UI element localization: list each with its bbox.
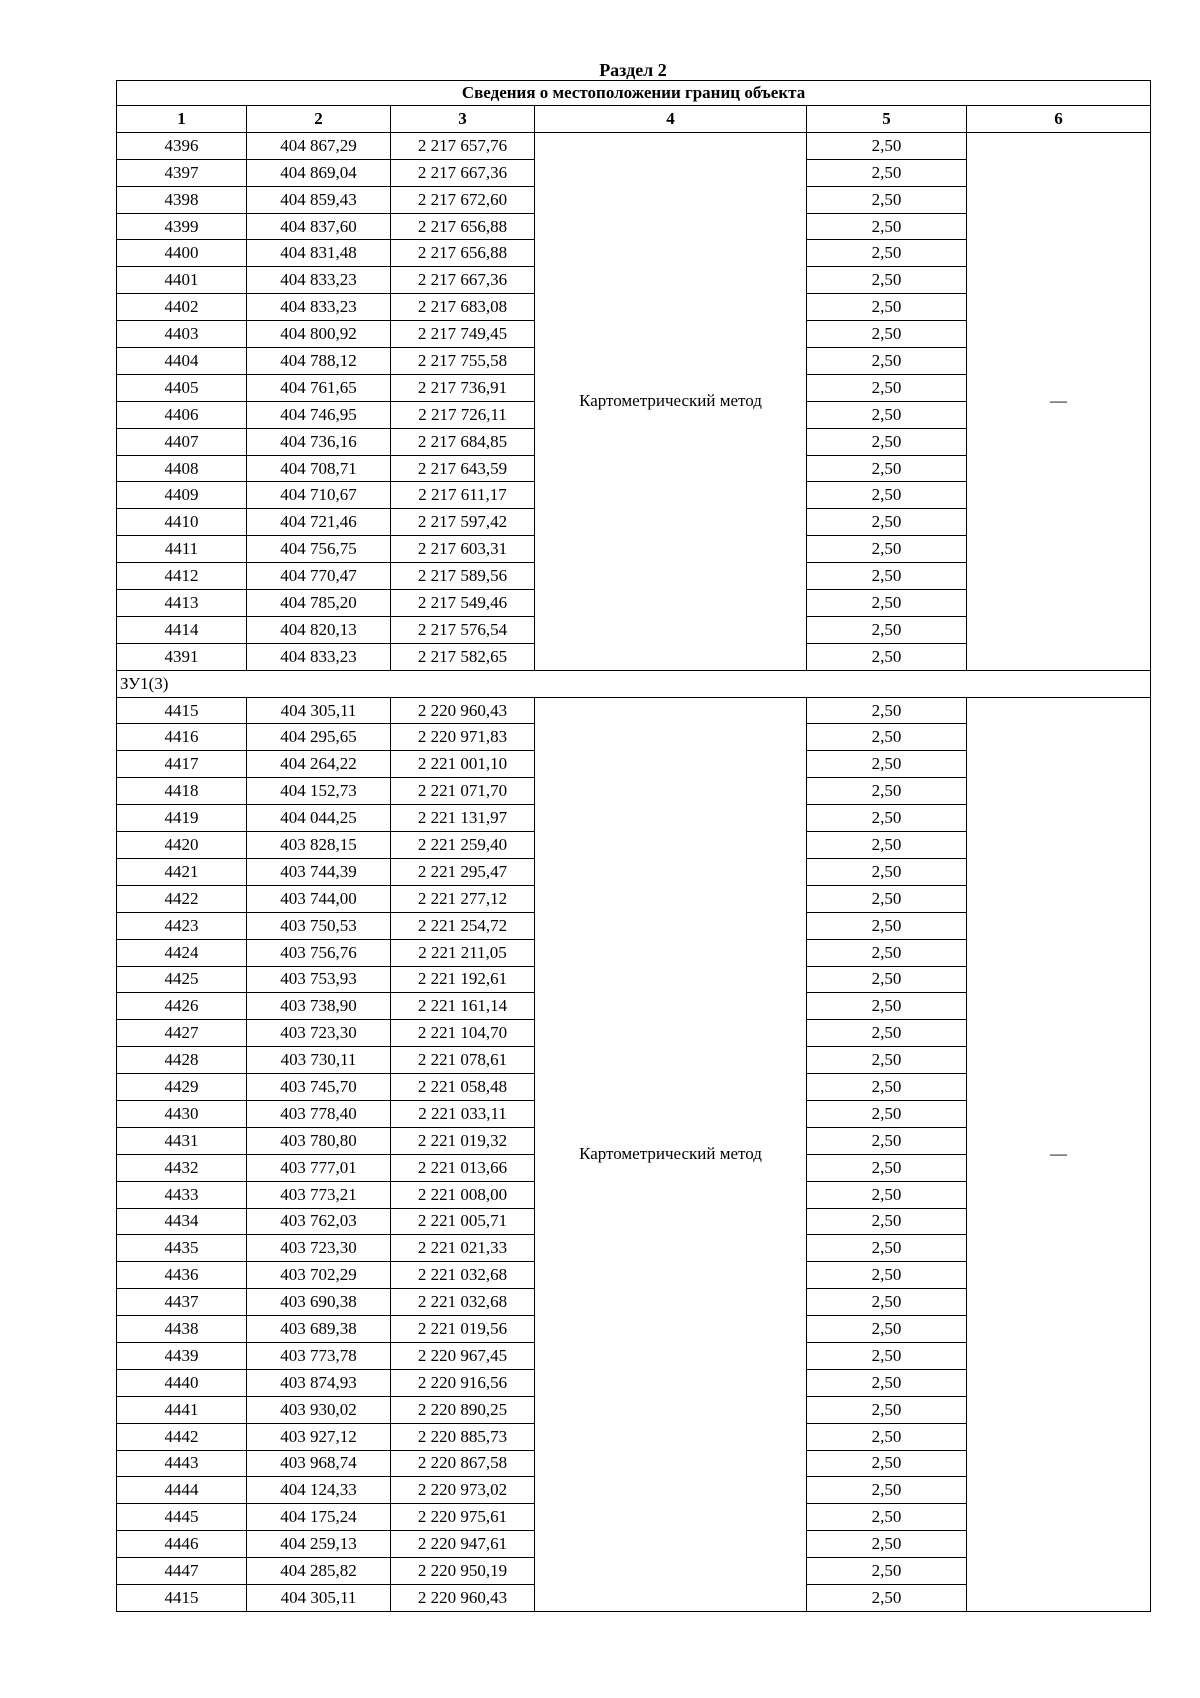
accuracy-cell: 2,50 <box>807 132 967 159</box>
point-number-cell: 4417 <box>117 751 247 778</box>
point-number-cell: 4410 <box>117 509 247 536</box>
x-coordinate-cell: 403 745,70 <box>247 1074 391 1101</box>
x-coordinate-cell: 404 721,46 <box>247 509 391 536</box>
x-coordinate-cell: 403 753,93 <box>247 966 391 993</box>
x-coordinate-cell: 404 785,20 <box>247 590 391 617</box>
y-coordinate-cell: 2 217 589,56 <box>391 563 535 590</box>
point-number-cell: 4398 <box>117 186 247 213</box>
x-coordinate-cell: 403 730,11 <box>247 1047 391 1074</box>
y-coordinate-cell: 2 217 603,31 <box>391 536 535 563</box>
accuracy-cell: 2,50 <box>807 1396 967 1423</box>
point-number-cell: 4409 <box>117 482 247 509</box>
y-coordinate-cell: 2 221 131,97 <box>391 805 535 832</box>
y-coordinate-cell: 2 220 973,02 <box>391 1477 535 1504</box>
accuracy-cell: 2,50 <box>807 1074 967 1101</box>
x-coordinate-cell: 404 259,13 <box>247 1531 391 1558</box>
y-coordinate-cell: 2 217 755,58 <box>391 348 535 375</box>
accuracy-cell: 2,50 <box>807 213 967 240</box>
point-number-cell: 4391 <box>117 643 247 670</box>
accuracy-cell: 2,50 <box>807 348 967 375</box>
y-coordinate-cell: 2 221 001,10 <box>391 751 535 778</box>
y-coordinate-cell: 2 221 008,00 <box>391 1181 535 1208</box>
accuracy-cell: 2,50 <box>807 805 967 832</box>
x-coordinate-cell: 404 869,04 <box>247 159 391 186</box>
accuracy-cell: 2,50 <box>807 455 967 482</box>
x-coordinate-cell: 403 744,00 <box>247 885 391 912</box>
y-coordinate-cell: 2 220 916,56 <box>391 1369 535 1396</box>
x-coordinate-cell: 404 708,71 <box>247 455 391 482</box>
point-number-cell: 4434 <box>117 1208 247 1235</box>
x-coordinate-cell: 404 837,60 <box>247 213 391 240</box>
y-coordinate-cell: 2 220 885,73 <box>391 1423 535 1450</box>
y-coordinate-cell: 2 217 597,42 <box>391 509 535 536</box>
point-number-cell: 4403 <box>117 321 247 348</box>
x-coordinate-cell: 404 736,16 <box>247 428 391 455</box>
accuracy-cell: 2,50 <box>807 1181 967 1208</box>
point-number-cell: 4415 <box>117 1584 247 1611</box>
point-number-cell: 4399 <box>117 213 247 240</box>
accuracy-cell: 2,50 <box>807 751 967 778</box>
y-coordinate-cell: 2 220 960,43 <box>391 1584 535 1611</box>
x-coordinate-cell: 404 175,24 <box>247 1504 391 1531</box>
point-number-cell: 4418 <box>117 778 247 805</box>
table-body <box>117 132 1151 1611</box>
accuracy-cell: 2,50 <box>807 966 967 993</box>
x-coordinate-cell: 404 305,11 <box>247 697 391 724</box>
accuracy-cell: 2,50 <box>807 1208 967 1235</box>
x-coordinate-cell: 404 770,47 <box>247 563 391 590</box>
y-coordinate-cell: 2 221 005,71 <box>391 1208 535 1235</box>
point-number-cell: 4440 <box>117 1369 247 1396</box>
x-coordinate-cell: 404 831,48 <box>247 240 391 267</box>
y-coordinate-cell: 2 220 967,45 <box>391 1342 535 1369</box>
y-coordinate-cell: 2 221 019,32 <box>391 1127 535 1154</box>
accuracy-cell: 2,50 <box>807 563 967 590</box>
x-coordinate-cell: 403 930,02 <box>247 1396 391 1423</box>
y-coordinate-cell: 2 221 211,05 <box>391 939 535 966</box>
x-coordinate-cell: 404 833,23 <box>247 643 391 670</box>
accuracy-cell: 2,50 <box>807 590 967 617</box>
group-label: ЗУ1(3) <box>117 670 1151 697</box>
y-coordinate-cell: 2 221 277,12 <box>391 885 535 912</box>
point-number-cell: 4445 <box>117 1504 247 1531</box>
point-number-cell: 4407 <box>117 428 247 455</box>
table-row <box>117 132 1151 159</box>
x-coordinate-cell: 404 295,65 <box>247 724 391 751</box>
y-coordinate-cell: 2 221 104,70 <box>391 1020 535 1047</box>
accuracy-cell: 2,50 <box>807 536 967 563</box>
method-cell: Картометрический метод <box>535 132 807 670</box>
y-coordinate-cell: 2 217 667,36 <box>391 267 535 294</box>
x-coordinate-cell: 404 820,13 <box>247 616 391 643</box>
point-number-cell: 4441 <box>117 1396 247 1423</box>
point-number-cell: 4427 <box>117 1020 247 1047</box>
point-number-cell: 4432 <box>117 1154 247 1181</box>
y-coordinate-cell: 2 217 657,76 <box>391 132 535 159</box>
accuracy-cell: 2,50 <box>807 294 967 321</box>
y-coordinate-cell: 2 217 684,85 <box>391 428 535 455</box>
accuracy-cell: 2,50 <box>807 1154 967 1181</box>
y-coordinate-cell: 2 217 736,91 <box>391 374 535 401</box>
point-number-cell: 4414 <box>117 616 247 643</box>
y-coordinate-cell: 2 220 975,61 <box>391 1504 535 1531</box>
point-number-cell: 4415 <box>117 697 247 724</box>
y-coordinate-cell: 2 217 683,08 <box>391 294 535 321</box>
y-coordinate-cell: 2 217 582,65 <box>391 643 535 670</box>
y-coordinate-cell: 2 220 960,43 <box>391 697 535 724</box>
y-coordinate-cell: 2 221 078,61 <box>391 1047 535 1074</box>
point-number-cell: 4404 <box>117 348 247 375</box>
point-number-cell: 4433 <box>117 1181 247 1208</box>
method-cell: Картометрический метод <box>535 697 807 1611</box>
accuracy-cell: 2,50 <box>807 1369 967 1396</box>
point-number-cell: 4439 <box>117 1342 247 1369</box>
point-number-cell: 4428 <box>117 1047 247 1074</box>
y-coordinate-cell: 2 221 021,33 <box>391 1235 535 1262</box>
accuracy-cell: 2,50 <box>807 1342 967 1369</box>
accuracy-cell: 2,50 <box>807 1423 967 1450</box>
x-coordinate-cell: 403 723,30 <box>247 1020 391 1047</box>
point-number-cell: 4412 <box>117 563 247 590</box>
table-row <box>117 697 1151 724</box>
point-number-cell: 4400 <box>117 240 247 267</box>
x-coordinate-cell: 403 762,03 <box>247 1208 391 1235</box>
table-caption: Сведения о местоположении границ объекта <box>117 81 1151 106</box>
accuracy-cell: 2,50 <box>807 939 967 966</box>
accuracy-cell: 2,50 <box>807 993 967 1020</box>
point-number-cell: 4442 <box>117 1423 247 1450</box>
x-coordinate-cell: 403 756,76 <box>247 939 391 966</box>
accuracy-cell: 2,50 <box>807 1450 967 1477</box>
x-coordinate-cell: 403 773,21 <box>247 1181 391 1208</box>
point-number-cell: 4438 <box>117 1316 247 1343</box>
x-coordinate-cell: 404 305,11 <box>247 1584 391 1611</box>
x-coordinate-cell: 403 777,01 <box>247 1154 391 1181</box>
y-coordinate-cell: 2 221 019,56 <box>391 1316 535 1343</box>
x-coordinate-cell: 404 788,12 <box>247 348 391 375</box>
point-number-cell: 4436 <box>117 1262 247 1289</box>
accuracy-cell: 2,50 <box>807 1235 967 1262</box>
point-number-cell: 4424 <box>117 939 247 966</box>
column-header: 1 <box>117 106 247 133</box>
x-coordinate-cell: 404 152,73 <box>247 778 391 805</box>
y-coordinate-cell: 2 220 971,83 <box>391 724 535 751</box>
accuracy-cell: 2,50 <box>807 1531 967 1558</box>
point-number-cell: 4420 <box>117 832 247 859</box>
x-coordinate-cell: 404 710,67 <box>247 482 391 509</box>
accuracy-cell: 2,50 <box>807 401 967 428</box>
point-number-cell: 4443 <box>117 1450 247 1477</box>
point-number-cell: 4429 <box>117 1074 247 1101</box>
x-coordinate-cell: 403 927,12 <box>247 1423 391 1450</box>
y-coordinate-cell: 2 220 867,58 <box>391 1450 535 1477</box>
description-cell: — <box>967 132 1151 670</box>
x-coordinate-cell: 404 044,25 <box>247 805 391 832</box>
y-coordinate-cell: 2 220 947,61 <box>391 1531 535 1558</box>
y-coordinate-cell: 2 217 667,36 <box>391 159 535 186</box>
y-coordinate-cell: 2 221 032,68 <box>391 1289 535 1316</box>
accuracy-cell: 2,50 <box>807 778 967 805</box>
x-coordinate-cell: 403 723,30 <box>247 1235 391 1262</box>
point-number-cell: 4421 <box>117 858 247 885</box>
y-coordinate-cell: 2 221 013,66 <box>391 1154 535 1181</box>
accuracy-cell: 2,50 <box>807 858 967 885</box>
accuracy-cell: 2,50 <box>807 509 967 536</box>
y-coordinate-cell: 2 221 071,70 <box>391 778 535 805</box>
y-coordinate-cell: 2 217 672,60 <box>391 186 535 213</box>
point-number-cell: 4425 <box>117 966 247 993</box>
x-coordinate-cell: 404 833,23 <box>247 294 391 321</box>
x-coordinate-cell: 404 761,65 <box>247 374 391 401</box>
column-header: 2 <box>247 106 391 133</box>
accuracy-cell: 2,50 <box>807 643 967 670</box>
accuracy-cell: 2,50 <box>807 1047 967 1074</box>
accuracy-cell: 2,50 <box>807 912 967 939</box>
accuracy-cell: 2,50 <box>807 267 967 294</box>
accuracy-cell: 2,50 <box>807 1477 967 1504</box>
y-coordinate-cell: 2 221 058,48 <box>391 1074 535 1101</box>
point-number-cell: 4423 <box>117 912 247 939</box>
point-number-cell: 4447 <box>117 1558 247 1585</box>
y-coordinate-cell: 2 217 611,17 <box>391 482 535 509</box>
y-coordinate-cell: 2 217 749,45 <box>391 321 535 348</box>
x-coordinate-cell: 404 833,23 <box>247 267 391 294</box>
accuracy-cell: 2,50 <box>807 186 967 213</box>
x-coordinate-cell: 403 968,74 <box>247 1450 391 1477</box>
accuracy-cell: 2,50 <box>807 1100 967 1127</box>
column-header: 4 <box>535 106 807 133</box>
accuracy-cell: 2,50 <box>807 1504 967 1531</box>
accuracy-cell: 2,50 <box>807 1020 967 1047</box>
point-number-cell: 4396 <box>117 132 247 159</box>
column-header: 6 <box>967 106 1151 133</box>
point-number-cell: 4419 <box>117 805 247 832</box>
accuracy-cell: 2,50 <box>807 1584 967 1611</box>
group-label-row <box>117 670 1151 697</box>
point-number-cell: 4405 <box>117 374 247 401</box>
accuracy-cell: 2,50 <box>807 428 967 455</box>
x-coordinate-cell: 404 264,22 <box>247 751 391 778</box>
y-coordinate-cell: 2 221 032,68 <box>391 1262 535 1289</box>
x-coordinate-cell: 403 780,80 <box>247 1127 391 1154</box>
y-coordinate-cell: 2 217 656,88 <box>391 213 535 240</box>
x-coordinate-cell: 403 702,29 <box>247 1262 391 1289</box>
accuracy-cell: 2,50 <box>807 724 967 751</box>
point-number-cell: 4397 <box>117 159 247 186</box>
point-number-cell: 4446 <box>117 1531 247 1558</box>
point-number-cell: 4408 <box>117 455 247 482</box>
y-coordinate-cell: 2 221 254,72 <box>391 912 535 939</box>
accuracy-cell: 2,50 <box>807 885 967 912</box>
x-coordinate-cell: 404 859,43 <box>247 186 391 213</box>
y-coordinate-cell: 2 217 726,11 <box>391 401 535 428</box>
point-number-cell: 4435 <box>117 1235 247 1262</box>
x-coordinate-cell: 403 874,93 <box>247 1369 391 1396</box>
y-coordinate-cell: 2 221 295,47 <box>391 858 535 885</box>
point-number-cell: 4437 <box>117 1289 247 1316</box>
x-coordinate-cell: 403 738,90 <box>247 993 391 1020</box>
accuracy-cell: 2,50 <box>807 1262 967 1289</box>
y-coordinate-cell: 2 221 161,14 <box>391 993 535 1020</box>
accuracy-cell: 2,50 <box>807 832 967 859</box>
accuracy-cell: 2,50 <box>807 482 967 509</box>
accuracy-cell: 2,50 <box>807 1316 967 1343</box>
x-coordinate-cell: 403 778,40 <box>247 1100 391 1127</box>
x-coordinate-cell: 403 773,78 <box>247 1342 391 1369</box>
x-coordinate-cell: 404 124,33 <box>247 1477 391 1504</box>
y-coordinate-cell: 2 217 643,59 <box>391 455 535 482</box>
point-number-cell: 4431 <box>117 1127 247 1154</box>
x-coordinate-cell: 403 690,38 <box>247 1289 391 1316</box>
x-coordinate-cell: 404 800,92 <box>247 321 391 348</box>
table-caption-row <box>117 81 1151 106</box>
x-coordinate-cell: 404 285,82 <box>247 1558 391 1585</box>
point-number-cell: 4406 <box>117 401 247 428</box>
point-number-cell: 4401 <box>117 267 247 294</box>
accuracy-cell: 2,50 <box>807 240 967 267</box>
document-page <box>116 60 1150 1612</box>
accuracy-cell: 2,50 <box>807 374 967 401</box>
point-number-cell: 4426 <box>117 993 247 1020</box>
point-number-cell: 4402 <box>117 294 247 321</box>
y-coordinate-cell: 2 217 576,54 <box>391 616 535 643</box>
accuracy-cell: 2,50 <box>807 159 967 186</box>
accuracy-cell: 2,50 <box>807 1289 967 1316</box>
point-number-cell: 4411 <box>117 536 247 563</box>
column-header: 5 <box>807 106 967 133</box>
y-coordinate-cell: 2 221 259,40 <box>391 832 535 859</box>
column-header: 3 <box>391 106 535 133</box>
column-header-row <box>117 106 1151 133</box>
boundaries-table <box>116 80 1151 1612</box>
y-coordinate-cell: 2 221 192,61 <box>391 966 535 993</box>
section-title: Раздел 2 <box>599 60 667 80</box>
x-coordinate-cell: 403 828,15 <box>247 832 391 859</box>
accuracy-cell: 2,50 <box>807 616 967 643</box>
point-number-cell: 4413 <box>117 590 247 617</box>
y-coordinate-cell: 2 217 549,46 <box>391 590 535 617</box>
y-coordinate-cell: 2 220 950,19 <box>391 1558 535 1585</box>
point-number-cell: 4444 <box>117 1477 247 1504</box>
x-coordinate-cell: 403 744,39 <box>247 858 391 885</box>
point-number-cell: 4430 <box>117 1100 247 1127</box>
accuracy-cell: 2,50 <box>807 1127 967 1154</box>
accuracy-cell: 2,50 <box>807 1558 967 1585</box>
y-coordinate-cell: 2 221 033,11 <box>391 1100 535 1127</box>
y-coordinate-cell: 2 220 890,25 <box>391 1396 535 1423</box>
x-coordinate-cell: 404 746,95 <box>247 401 391 428</box>
x-coordinate-cell: 403 750,53 <box>247 912 391 939</box>
description-cell: — <box>967 697 1151 1611</box>
y-coordinate-cell: 2 217 656,88 <box>391 240 535 267</box>
accuracy-cell: 2,50 <box>807 321 967 348</box>
accuracy-cell: 2,50 <box>807 697 967 724</box>
x-coordinate-cell: 403 689,38 <box>247 1316 391 1343</box>
x-coordinate-cell: 404 756,75 <box>247 536 391 563</box>
point-number-cell: 4416 <box>117 724 247 751</box>
x-coordinate-cell: 404 867,29 <box>247 132 391 159</box>
point-number-cell: 4422 <box>117 885 247 912</box>
